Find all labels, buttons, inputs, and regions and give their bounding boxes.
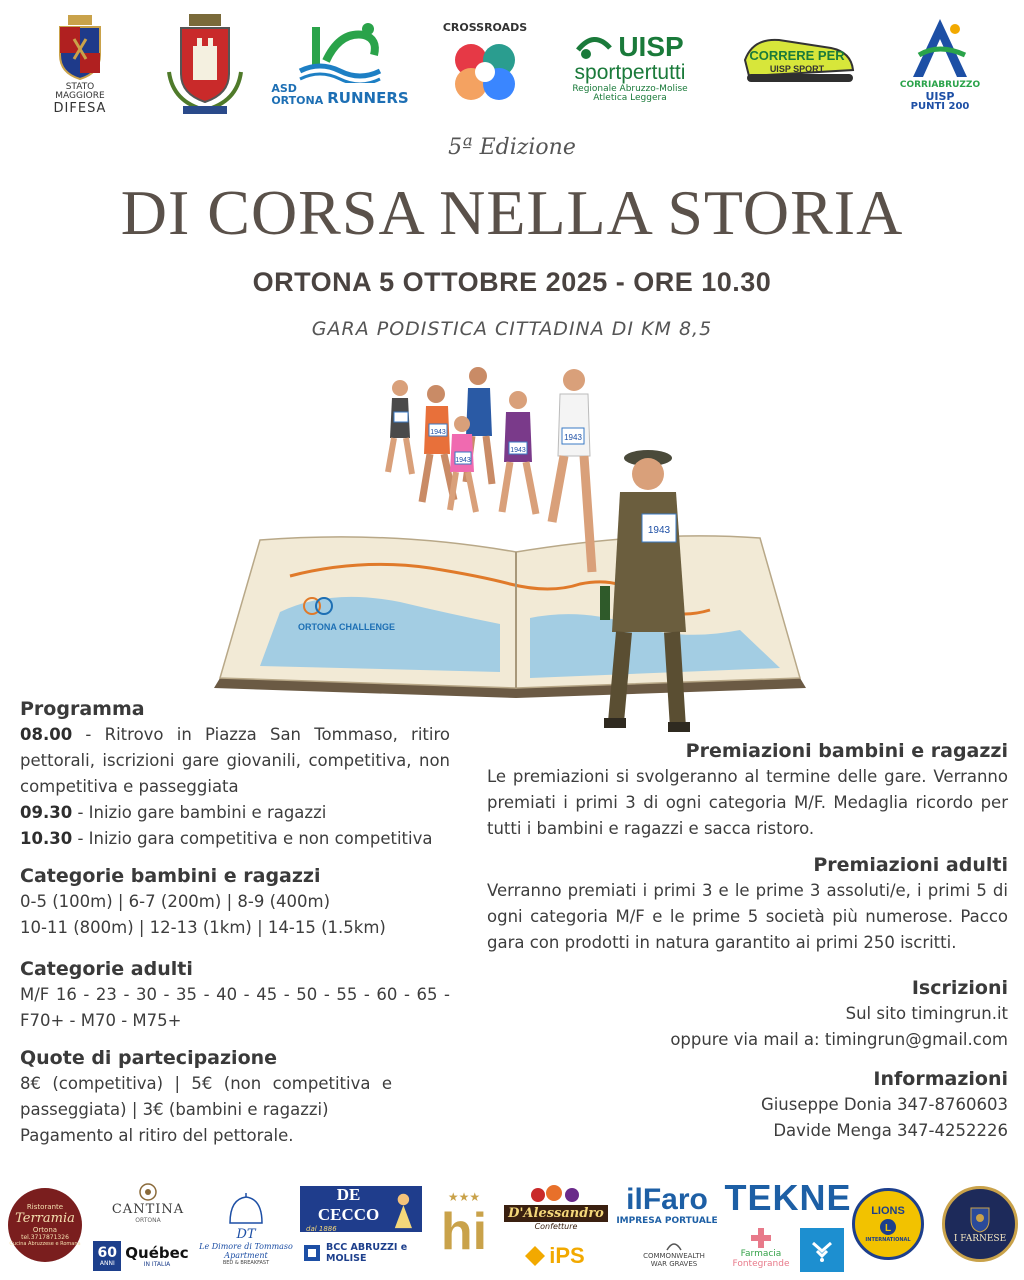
soldier-bib: 1943 xyxy=(647,525,671,536)
categorie-bambini-heading: Categorie bambini e ragazzi xyxy=(20,865,321,887)
dalessandro-sub: Confetture xyxy=(534,1222,578,1231)
uisp-region: Regionale Abruzzo-Molise xyxy=(572,83,688,94)
programma-heading: Programma xyxy=(20,698,145,720)
corri-abruzzo-icon xyxy=(905,15,975,81)
quote-section xyxy=(20,1045,450,1149)
iscrizioni-line2: oppure via mail a: timingrun@gmail.com xyxy=(670,1030,1008,1049)
premiazioni-adulti-text: Verranno premiati i primi 3 e le prime 3 assoluti/e, i primi 5 di ogni categoria M/F e le prime 5 società più numerose. Pacco gara con prodotti in natura garantito ai primi 250 iscritti. xyxy=(487,881,1008,952)
programma-item xyxy=(20,826,450,852)
uisp-name: UISP xyxy=(618,30,684,62)
edition-label: 5ª Edizione xyxy=(448,135,576,160)
dimore-line1: Le Dimore di Tommaso xyxy=(199,1241,293,1251)
cantina-crest-icon xyxy=(138,1182,158,1202)
bcc-logo xyxy=(300,1238,424,1268)
programma-text: - Inizio gare bambini e ragazzi xyxy=(72,803,327,822)
quebec-name: Québec xyxy=(125,1243,189,1262)
lions-name: LIONS xyxy=(871,1205,905,1217)
cwgc-line2: WAR GRAVES xyxy=(650,1260,698,1268)
runner-icon xyxy=(290,21,390,83)
uisp-discipline: Atletica Leggera xyxy=(593,93,667,103)
left-column xyxy=(20,696,450,1149)
book-label: ORTONA CHALLENGE xyxy=(298,622,396,632)
programma-time: 10.30 xyxy=(20,829,73,848)
premiazioni-adulti-section xyxy=(487,852,1008,956)
blue-tile-logo xyxy=(800,1228,844,1272)
farmacia-line1: Farmacia xyxy=(740,1249,782,1259)
tekne-logo xyxy=(726,1176,850,1220)
lions-logo xyxy=(852,1188,924,1260)
cwgc-line1: COMMONWEALTH xyxy=(643,1252,705,1260)
correre-per-sport-logo xyxy=(735,28,860,88)
categorie-bambini-line1: 0-5 (100m) | 6-7 (200m) | 8-9 (400m) xyxy=(20,892,331,911)
iscrizioni-heading: Iscrizioni xyxy=(911,977,1008,999)
cwgc-logo xyxy=(626,1236,722,1272)
categorie-adulti-text: M/F 16 - 23 - 30 - 35 - 40 - 45 - 50 - 55 - 60 - 65 - F70+ - M70 - M75+ xyxy=(20,985,450,1030)
corri-line1: CORRIABRUZZO xyxy=(899,80,981,91)
ortona-runners-logo xyxy=(271,14,409,114)
programma-section xyxy=(20,696,450,852)
crossroads-text: CROSSROADS xyxy=(442,21,528,35)
quote-text: 8€ (competitiva) | 5€ (non competitiva e passeggiata) | 3€ (bambini e ragazzi) xyxy=(20,1074,392,1119)
partner-logos-top xyxy=(0,0,1024,125)
corri-line2: UISP xyxy=(925,89,955,103)
city-crest-icon xyxy=(163,12,247,116)
ortona-crest-logo xyxy=(160,10,250,118)
race-subtitle: GARA PODISTICA CITTADINA DI KM 8,5 xyxy=(311,318,713,340)
categorie-adulti-section xyxy=(20,956,450,1034)
chevron-mark-icon xyxy=(809,1237,835,1263)
difesa-line1: STATO MAGGIORE xyxy=(55,81,105,102)
quebec-tag: IN ITALIA xyxy=(143,1260,171,1268)
cantina-name: CANTINA xyxy=(111,1202,185,1217)
informazioni-contact2: Davide Menga 347-4252226 xyxy=(773,1121,1008,1140)
bcc-icon xyxy=(302,1243,322,1263)
premiazioni-bambini-text: Le premiazioni si svolgeranno al termine delle gare. Verranno premiati i primi 3 di ogni categoria M/F. Medaglia ricordo per tutti i bambini e ragazzi e sacca ristoro. xyxy=(487,767,1008,838)
difesa-logo xyxy=(40,10,120,118)
wheat-girl-icon xyxy=(391,1189,416,1229)
dalessandro-logo xyxy=(506,1176,606,1238)
open-book xyxy=(214,536,806,698)
terramia-line5: Cucina Abruzzese e Romana xyxy=(9,1241,81,1247)
terramia-logo xyxy=(8,1188,82,1262)
farmacia-line2: Fontegrande xyxy=(732,1259,790,1269)
informazioni-contact1: Giuseppe Donia 347-8760603 xyxy=(760,1095,1008,1114)
farnese-crest-icon xyxy=(965,1204,995,1234)
premiazioni-adulti-heading: Premiazioni adulti xyxy=(813,854,1008,876)
hi-hotel-logo xyxy=(434,1180,494,1270)
bcc-name: BCC ABRUZZI e MOLISE xyxy=(326,1242,408,1264)
ilfaro-sub: IMPRESA PORTUALE xyxy=(616,1216,718,1226)
dimore-line2: Apartment xyxy=(224,1250,268,1260)
iscrizioni-section xyxy=(487,975,1008,1053)
dimore-line3: BED & BREAKFAST xyxy=(222,1259,270,1266)
lions-emblem-icon xyxy=(874,1217,902,1237)
hero-illustration xyxy=(200,362,820,742)
difesa-line2: DIFESA xyxy=(53,100,107,116)
correre-line2: UISP SPORT xyxy=(769,64,824,74)
ips-diamond-icon xyxy=(525,1246,545,1266)
tekne-name: TEKNE xyxy=(724,1177,852,1218)
crossroads-figures-icon xyxy=(445,36,525,106)
hi-name: hi xyxy=(440,1203,488,1261)
uisp-swoosh-icon xyxy=(576,34,612,60)
runner-bib: 1943 xyxy=(564,433,582,442)
iscrizioni-line1: Sul sito timingrun.it xyxy=(845,1004,1008,1023)
runner-bib: 1943 xyxy=(510,447,526,454)
fruit-basket-icon xyxy=(524,1183,588,1205)
farnese-logo xyxy=(942,1186,1018,1262)
cantina-logo xyxy=(108,1178,188,1228)
quebec-badge xyxy=(93,1241,121,1271)
programma-time: 09.30 xyxy=(20,803,73,822)
runners-ortona: ORTONA xyxy=(271,94,324,107)
hi-stars: ★★★ xyxy=(447,1190,481,1204)
hero-svg xyxy=(200,362,820,742)
corri-line3: PUNTI 200 xyxy=(910,101,970,113)
programma-item xyxy=(20,800,450,826)
informazioni-heading: Informazioni xyxy=(873,1068,1008,1090)
runner-bib: 1943 xyxy=(455,457,471,464)
runner-bib: 1943 xyxy=(430,429,446,436)
ips-name: iPS xyxy=(549,1243,585,1268)
quote-heading: Quote di partecipazione xyxy=(20,1047,278,1069)
premiazioni-bambini-section xyxy=(487,738,1008,842)
de-cecco-logo xyxy=(300,1186,422,1232)
crossroads-logo xyxy=(430,14,540,114)
cantina-sub: ORTONA xyxy=(135,1217,161,1224)
programma-time: 08.00 xyxy=(20,725,73,744)
pharmacy-cross-icon xyxy=(750,1227,772,1249)
programma-text: - Ritrovo in Piazza San Tommaso, ritiro pettorali, iscrizioni gare giovanili, competitiva, non competitiva e passeggiata xyxy=(20,725,450,796)
runners-asd: ASD xyxy=(271,82,297,96)
farmacia-logo xyxy=(728,1222,794,1274)
categorie-bambini-line2: 10-11 (800m) | 12-13 (1km) | 14-15 (1.5km) xyxy=(20,918,386,937)
runners-runners: RUNNERS xyxy=(327,88,409,107)
corri-abruzzo-logo xyxy=(895,10,985,118)
terramia-line4: tel.3717871326 xyxy=(21,1234,69,1241)
programma-item xyxy=(20,722,450,800)
ilfaro-name: ilFaro xyxy=(626,1183,708,1216)
uisp-tagline: sportpertutti xyxy=(574,60,686,84)
dimore-mono: DT xyxy=(236,1226,256,1242)
svg-text:L: L xyxy=(884,1223,892,1234)
quebec-logo xyxy=(86,1240,196,1272)
terramia-line3: Ortona xyxy=(32,1226,58,1234)
difesa-crest-icon xyxy=(54,13,106,83)
quote-payment: Pagamento al ritiro del pettorale. xyxy=(20,1126,294,1145)
de-cecco-sub: dal 1886 xyxy=(306,1225,337,1233)
categorie-bambini-section xyxy=(20,863,450,941)
dalessandro-name: D'Alessandro xyxy=(504,1205,608,1222)
event-title: DI CORSA NELLA STORIA xyxy=(120,177,904,248)
quebec-num: 60 xyxy=(97,1244,118,1261)
il-faro-logo xyxy=(612,1178,722,1232)
lions-sub: INTERNATIONAL xyxy=(865,1237,911,1243)
event-date-line: ORTONA 5 OTTOBRE 2025 - ORE 10.30 xyxy=(252,267,772,297)
informazioni-section xyxy=(487,1066,1008,1144)
programma-text: - Inizio gara competitiva e non competitiva xyxy=(72,829,433,848)
terramia-line1: Ristorante xyxy=(26,1203,64,1211)
premiazioni-bambini-heading: Premiazioni bambini e ragazzi xyxy=(685,740,1008,762)
quebec-sub: ANNI xyxy=(99,1259,115,1267)
running-shoe-icon xyxy=(739,30,857,86)
cwgc-wreath-icon xyxy=(665,1240,683,1252)
categorie-adulti-heading: Categorie adulti xyxy=(20,958,193,980)
ips-logo xyxy=(500,1242,610,1270)
dimore-logo xyxy=(196,1186,296,1272)
dome-icon xyxy=(226,1193,266,1227)
correre-line1: CORRERE PER xyxy=(748,48,845,63)
terramia-line2: Terramia xyxy=(15,1211,75,1226)
uisp-logo xyxy=(565,22,695,112)
de-cecco-name: DE CECCO xyxy=(317,1185,380,1224)
farnese-name: I FARNESE xyxy=(953,1234,1007,1244)
